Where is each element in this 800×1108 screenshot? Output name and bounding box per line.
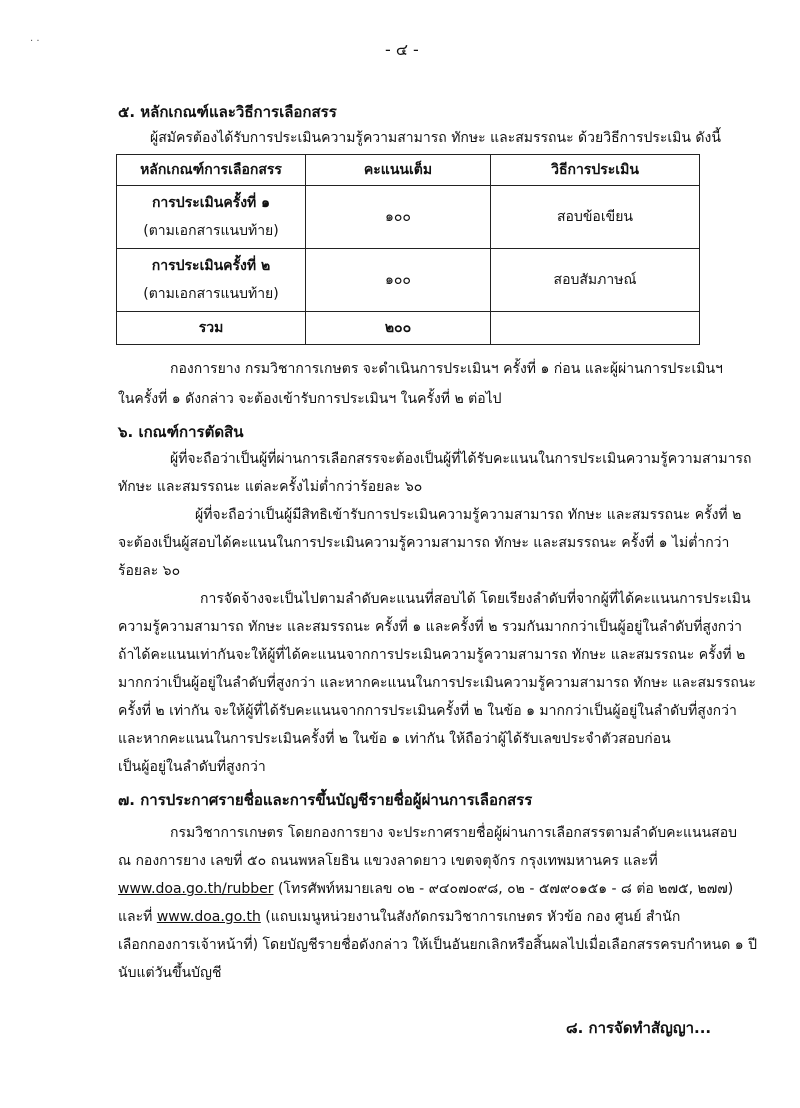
paragraph-line: เลือกกองการเจ้าหน้าที่) โดยบัญชีรายชื่อดังกล่าว ให้เป็นอันยกเลิกหรือสิ้นผลไปเมื่อเลือกสรรครบกำหนด ๑ ปี	[118, 937, 757, 953]
paragraph-line: ครั้งที่ ๒ เท่ากัน จะให้ผู้ที่ได้รับคะแนนจากการประเมินครั้งที่ ๒ ในข้อ ๑ มากกว่าเป็นผู้อยู่ในลำดับที่สูงกว่า	[118, 703, 737, 719]
paragraph-line: การจัดจ้างจะเป็นไปตามลำดับคะแนนที่สอบได้ โดยเรียงลำดับที่จากผู้ที่ได้คะแนนการประเมิน	[200, 591, 751, 607]
table-row	[117, 186, 700, 249]
section7-heading: ๗. การประกาศรายชื่อและการขึ้นบัญชีรายชื่อผู้ผ่านการเลือกสรร	[118, 791, 533, 809]
table-header-criterion: หลักเกณฑ์การเลือกสรร	[117, 155, 306, 186]
paragraph-line: ในครั้งที่ ๑ ดังกล่าว จะต้องเข้ารับการประเมินฯ ในครั้งที่ ๒ ต่อไป	[118, 391, 502, 407]
table-total-row	[117, 312, 700, 345]
rubber-website-link[interactable]: www.doa.go.th/rubber	[118, 881, 274, 897]
score-cell: ๑๐๐	[306, 186, 491, 249]
criterion-note: (ตามเอกสารแนบท้าย)	[143, 286, 279, 302]
table-row	[117, 249, 700, 312]
table-header-score: คะแนนเต็ม	[306, 155, 491, 186]
table-header-row	[117, 155, 700, 186]
score-cell: ๑๐๐	[306, 249, 491, 312]
criterion-cell	[117, 249, 306, 312]
section6-heading: ๖. เกณฑ์การตัดสิน	[118, 423, 244, 441]
paragraph-line	[118, 878, 733, 900]
paragraph-line: ความรู้ความสามารถ ทักษะ และสมรรถนะ ครั้งที่ ๑ และครั้งที่ ๒ รวมกันมากกว่าเป็นผู้อยู่ในลำดับที่สูงกว่า	[118, 619, 742, 635]
total-empty-cell	[491, 312, 700, 345]
paragraph-line: นับแต่วันขึ้นบัญชี	[118, 965, 222, 981]
criterion-cell	[117, 186, 306, 249]
evaluation-criteria-table	[116, 154, 700, 345]
doa-website-link[interactable]: www.doa.go.th	[156, 909, 261, 925]
total-score: ๒๐๐	[306, 312, 491, 345]
paragraph-line: กองการยาง กรมวิชาการเกษตร จะดำเนินการประเมินฯ ครั้งที่ ๑ ก่อน และผู้ผ่านการประเมินฯ	[170, 361, 723, 377]
criterion-title: การประเมินครั้งที่ ๒	[151, 258, 271, 274]
scan-mark: · ·	[30, 36, 40, 47]
criterion-note: (ตามเอกสารแนบท้าย)	[143, 223, 279, 239]
menu-text: (แถบเมนูหน่วยงานในสังกัดกรมวิชาการเกษตร หัวข้อ กอง ศูนย์ สำนัก	[260, 909, 681, 925]
section5-heading: ๕. หลักเกณฑ์และวิธีการเลือกสรร	[118, 103, 337, 121]
paragraph-line: และหากคะแนนในการประเมินครั้งที่ ๒ ในข้อ ๑ เท่ากัน ให้ถือว่าผู้ได้รับเลขประจำตัวสอบก่อน	[118, 731, 671, 747]
paragraph-line: ร้อยละ ๖๐	[118, 563, 181, 579]
paragraph-line: กรมวิชาการเกษตร โดยกองการยาง จะประกาศรายชื่อผู้ผ่านการเลือกสรรตามลำดับคะแนนสอบ	[170, 825, 737, 841]
phone-text: (โทรศัพท์หมายเลข ๐๒ - ๙๔๐๗๐๙๘, ๐๒ - ๕๗๙๐๑๕๑ - ๘ ต่อ ๒๗๕, ๒๗๗)	[273, 881, 734, 897]
paragraph-line: จะต้องเป็นผู้สอบได้คะแนนในการประเมินความรู้ความสามารถ ทักษะ และสมรรถนะ ครั้งที่ ๑ ไม่ต่ำกว่า	[118, 535, 730, 551]
section5-intro: ผู้สมัครต้องได้รับการประเมินความรู้ความสามารถ ทักษะ และสมรรถนะ ด้วยวิธีการประเมิน ดังนี้	[150, 130, 721, 146]
total-label: รวม	[117, 312, 306, 345]
page-number: - ๔ -	[385, 40, 419, 59]
paragraph-line: เป็นผู้อยู่ในลำดับที่สูงกว่า	[118, 759, 266, 775]
paragraph-line: ณ กองการยาง เลขที่ ๕๐ ถนนพหลโยธิน แขวงลาดยาว เขตจตุจักร กรุงเทพมหานคร และที่	[118, 853, 658, 869]
paragraph-line: ถ้าได้คะแนนเท่ากันจะให้ผู้ที่ได้คะแนนจากการประเมินความรู้ความสามารถ ทักษะ และสมรรถนะ ครั้งที่ ๒	[118, 647, 746, 663]
paragraph-line	[118, 906, 680, 928]
method-cell: สอบข้อเขียน	[491, 186, 700, 249]
table-header-method: วิธีการประเมิน	[491, 155, 700, 186]
criterion-title: การประเมินครั้งที่ ๑	[151, 195, 271, 211]
continuation-label: ๘. การจัดทำสัญญา...	[566, 1019, 712, 1037]
paragraph-line: ทักษะ และสมรรถนะ แต่ละครั้งไม่ต่ำกว่าร้อยละ ๖๐	[118, 479, 423, 495]
prefix-text: และที่	[118, 909, 157, 925]
method-cell: สอบสัมภาษณ์	[491, 249, 700, 312]
paragraph-line: ผู้ที่จะถือว่าเป็นผู้มีสิทธิเข้ารับการประเมินความรู้ความสามารถ ทักษะ และสมรรถนะ ครั้งที่ ๒	[195, 507, 742, 523]
paragraph-line: มากกว่าเป็นผู้อยู่ในลำดับที่สูงกว่า และหากคะแนนในการประเมินความรู้ความสามารถ ทักษะ และสมรรถนะ	[118, 675, 756, 691]
paragraph-line: ผู้ที่จะถือว่าเป็นผู้ที่ผ่านการเลือกสรรจะต้องเป็นผู้ที่ได้รับคะแนนในการประเมินความรู้ความสามารถ	[170, 451, 752, 467]
